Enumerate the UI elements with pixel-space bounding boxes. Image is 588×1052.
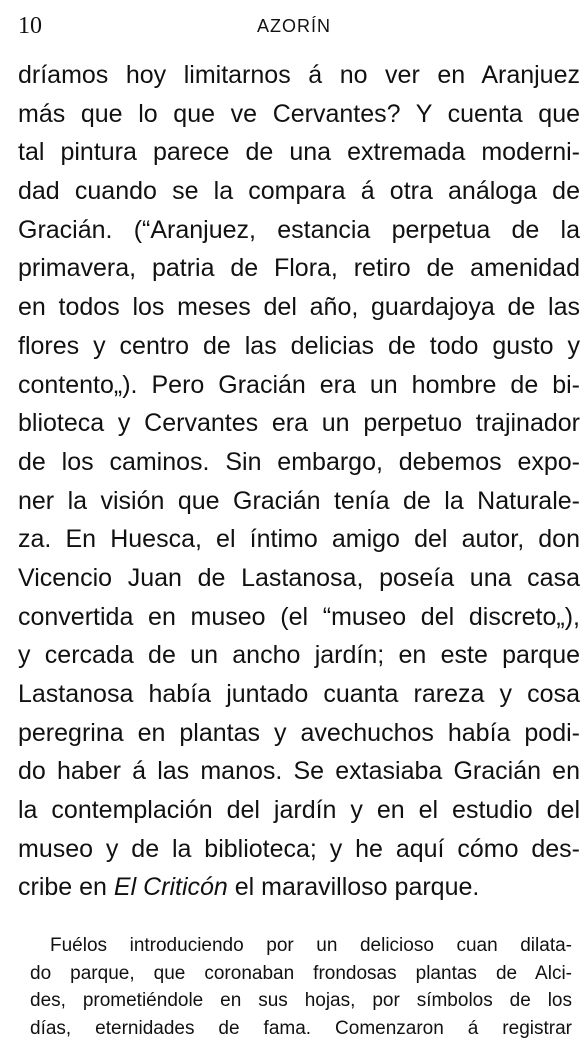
body-last-line-start: cribe en [18,873,114,902]
body-line: flores y centro de las delicias de todo gusto y [18,331,580,360]
body-line: ner la visión que Gracián tenía de la Naturale- [18,486,580,515]
body-line: la contemplación del jardín y en el estudio del [18,796,580,825]
quote-line: do parque, que coronaban frondosas plantas de Alci- [30,962,572,984]
book-title: El Criticón [113,873,228,902]
body-line: contento„). Pero Gracián era un hombre de bi- [18,370,580,399]
body-line: primavera, patria de Flora, retiro de amenidad [18,254,580,283]
body-line: dríamos hoy limitarnos á no ver en Aranjuez [18,61,580,89]
body-line: za. En Huesca, el íntimo amigo del autor, don [18,525,580,554]
body-last-line-end: el maravilloso parque. [227,873,480,902]
page-number: 10 [18,13,42,39]
quote-line: Fuélos introduciendo por un delicioso cuan dilata- [50,935,572,956]
body-line: Vicencio Juan de Lastanosa, poseía una casa [18,563,580,592]
body-line: más que lo que ve Cervantes? Y cuenta que [18,99,580,128]
body-line: dad cuando se la compara á otra análoga de [18,177,580,206]
body-line: peregrina en plantas y avechuchos había podi- [18,718,580,747]
body-line: tal pintura parece de una extremada moderni- [18,138,580,167]
quote-line: días, eternidades de fama. Comenzaron á registrar [30,1017,572,1039]
quoted-passage [30,932,572,1042]
quote-line: des, prometiéndole en sus hojas, por símbolos de los [30,990,572,1011]
body-line: do haber á las manos. Se extasiaba Gracián en [18,757,580,786]
body-line: blioteca y Cervantes era un perpetuo trajinador [18,409,580,438]
body-line: Gracián. (“Aranjuez, estancia perpetua de la [18,215,580,244]
body-last-line [18,868,580,907]
body-line: museo y de la biblioteca; y he aquí cómo des- [18,834,580,863]
body-line: Lastanosa había juntado cuanta rareza y cosa [18,680,580,708]
body-line: de los caminos. Sin embargo, debemos expo- [18,447,580,476]
body-text [18,56,580,907]
running-head: AZORÍN [256,16,331,36]
body-line: en todos los meses del año, guardajoya de las [18,293,580,322]
body-line: y cercada de un ancho jardín; en este parque [18,641,580,670]
body-line: convertida en museo (el “museo del discreto„), [18,602,580,631]
